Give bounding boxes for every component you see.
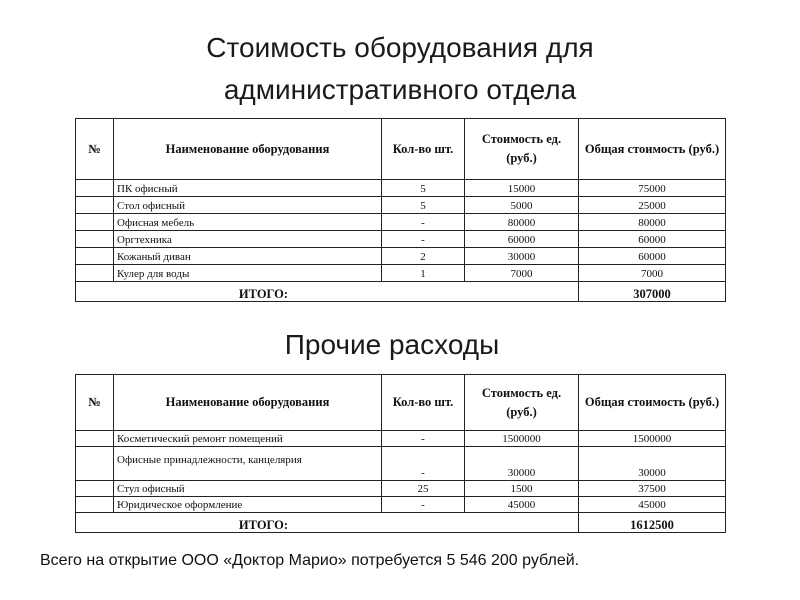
total-value: 307000 [579,282,726,302]
row-num [76,231,114,248]
row-name: Офисная мебель [114,214,382,231]
equipment-table [75,118,726,302]
row-total-cost: 37500 [579,481,726,497]
row-num [76,197,114,214]
row-qty: - [382,214,465,231]
row-num [76,481,114,497]
row-total-cost: 60000 [579,231,726,248]
table-header-row [76,119,726,180]
table-row [76,265,726,282]
row-name: Стол офисный [114,197,382,214]
row-total-cost: 80000 [579,214,726,231]
table-row [76,248,726,265]
row-num [76,180,114,197]
row-qty: - [382,231,465,248]
table-total-row [76,513,726,533]
row-name: Оргтехника [114,231,382,248]
row-unit-cost: 5000 [465,197,579,214]
row-qty: 1 [382,265,465,282]
row-total-cost: 60000 [579,248,726,265]
row-num [76,248,114,265]
total-label: ИТОГО: [76,282,579,302]
table-total-row [76,282,726,302]
row-unit-cost: 80000 [465,214,579,231]
table-header-row [76,375,726,431]
row-unit-cost: 60000 [465,231,579,248]
row-total-cost: 1500000 [579,431,726,447]
row-total-cost: 25000 [579,197,726,214]
summary-text: Всего на открытие ООО «Доктор Марио» потребуется 5 546 200 рублей. [40,552,580,569]
page-title [0,27,800,111]
row-qty: 5 [382,180,465,197]
header-num: № [76,119,114,180]
header-name: Наименование оборудования [114,119,382,180]
row-name: Кожаный диван [114,248,382,265]
row-name: Косметический ремонт помещений [114,431,382,447]
header-unit-cost: Стоимость ед. (руб.) [465,375,579,431]
table-row [76,431,726,447]
row-unit-cost: 15000 [465,180,579,197]
row-qty: 25 [382,481,465,497]
row-total-cost: 30000 [579,447,726,481]
table-row [76,214,726,231]
row-name: Стул офисный [114,481,382,497]
section-title: Прочие расходы [284,329,500,360]
header-qty: Кол-во шт. [382,375,465,431]
header-total-cost: Общая стоимость (руб.) [579,119,726,180]
row-name: Кулер для воды [114,265,382,282]
table-row [76,231,726,248]
row-unit-cost: 30000 [465,447,579,481]
row-name: Офисные принадлежности, канцелярия [114,447,382,481]
row-num [76,497,114,513]
row-qty: - [382,497,465,513]
table-row [76,447,726,481]
row-name: Юридическое оформление [114,497,382,513]
row-unit-cost: 7000 [465,265,579,282]
row-name: ПК офисный [114,180,382,197]
header-qty: Кол-во шт. [382,119,465,180]
header-num: № [76,375,114,431]
row-unit-cost: 30000 [465,248,579,265]
row-unit-cost: 1500 [465,481,579,497]
title-line-1: Стоимость оборудования для [206,32,594,63]
row-qty: 5 [382,197,465,214]
title-line-2: административного отдела [223,74,577,105]
other-expenses-table [75,374,726,533]
row-unit-cost: 45000 [465,497,579,513]
row-num [76,447,114,481]
row-num [76,265,114,282]
row-qty: - [382,431,465,447]
row-num [76,431,114,447]
row-total-cost: 7000 [579,265,726,282]
table-row [76,497,726,513]
total-value: 1612500 [579,513,726,533]
table-row [76,481,726,497]
table-row [76,197,726,214]
header-total-cost: Общая стоимость (руб.) [579,375,726,431]
row-total-cost: 45000 [579,497,726,513]
row-unit-cost: 1500000 [465,431,579,447]
row-total-cost: 75000 [579,180,726,197]
total-label: ИТОГО: [76,513,579,533]
header-unit-cost: Стоимость ед. (руб.) [465,119,579,180]
header-name: Наименование оборудования [114,375,382,431]
row-qty: 2 [382,248,465,265]
row-num [76,214,114,231]
table-row [76,180,726,197]
row-qty: - [382,447,465,481]
